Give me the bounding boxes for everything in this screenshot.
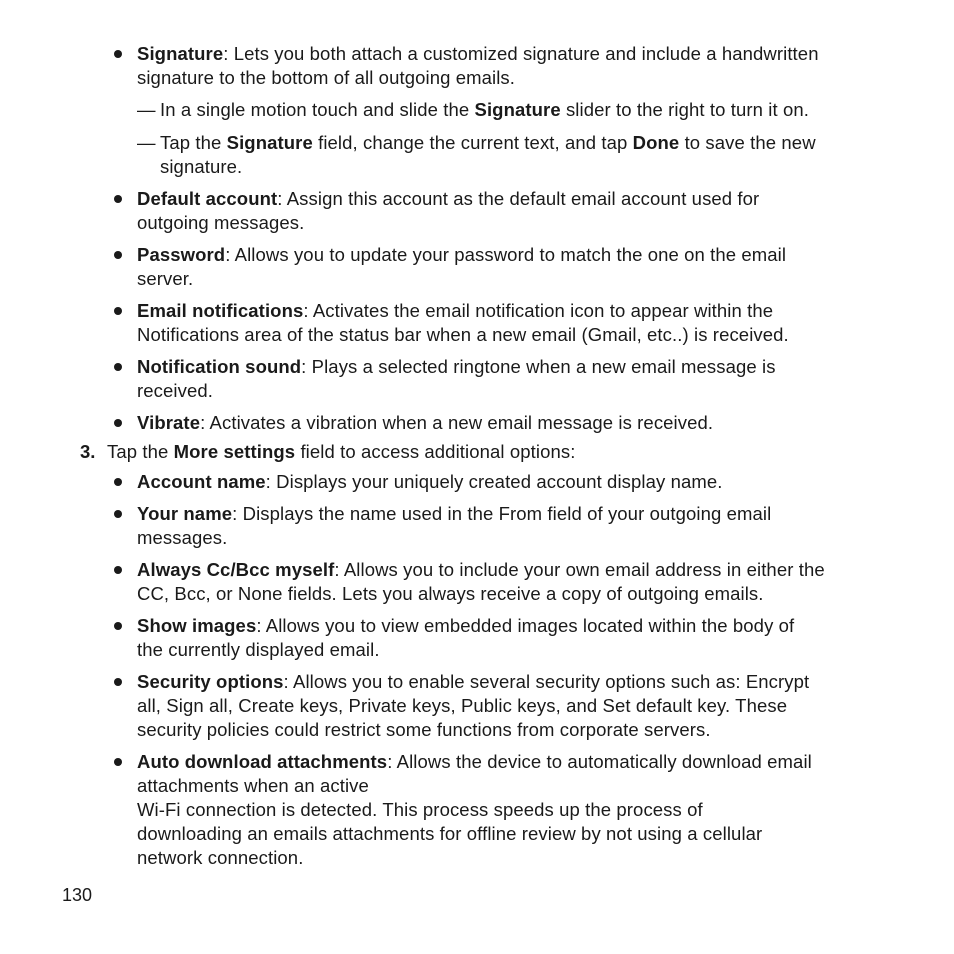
bullet: [114, 510, 122, 518]
step-number: 3.: [80, 441, 96, 462]
bullet: [114, 678, 122, 686]
bullet: [114, 251, 122, 259]
item-auto-download: Auto download attachments: Allows the device to automatically download email: [137, 751, 812, 772]
item-vibrate: Vibrate: Activates a vibration when a new email message is received.: [137, 412, 714, 433]
page-number: 130: [62, 885, 93, 905]
bullet: [114, 363, 122, 371]
term: Signature: [137, 43, 224, 64]
bullet: [114, 622, 122, 630]
item-password: Password: Allows you to update your password to match the one on the email: [137, 244, 787, 265]
sub-item-1: In a single motion touch and slide the Signature slider to the right to turn it on.: [160, 99, 809, 120]
item-auto-download-cont2: Wi-Fi connection is detected. This process speeds up the process of: [137, 799, 703, 820]
item-password-cont: server.: [137, 268, 194, 289]
item-signature: Signature: Lets you both attach a customized signature and include a handwritten: [137, 43, 819, 64]
item-default-account: Default account: Assign this account as the default email account used for: [137, 188, 760, 209]
dash: —: [137, 132, 156, 153]
item-default-account-cont: outgoing messages.: [137, 212, 305, 233]
item-security-options: Security options: Allows you to enable several security options such as: Encrypt: [137, 671, 810, 692]
item-always-cc-bcc-cont: CC, Bcc, or None fields. Lets you always receive a copy of outgoing emails.: [137, 583, 764, 604]
item-signature-cont: signature to the bottom of all outgoing emails.: [137, 67, 516, 88]
item-auto-download-cont4: network connection.: [137, 847, 304, 868]
bullet: [114, 307, 122, 315]
bullet: [114, 50, 122, 58]
sub-item-2: Tap the Signature field, change the current text, and tap Done to save the new: [160, 132, 816, 153]
item-security-options-cont2: security policies could restrict some functions from corporate servers.: [137, 719, 711, 740]
bullet: [114, 758, 122, 766]
item-email-notifications-cont: Notifications area of the status bar when a new email (Gmail, etc..) is received.: [137, 324, 789, 345]
dash: —: [137, 99, 156, 120]
bullet: [114, 195, 122, 203]
item-your-name: Your name: Displays the name used in the From field of your outgoing email: [137, 503, 772, 524]
item-auto-download-cont1: attachments when an active: [137, 775, 369, 796]
item-notification-sound-cont: received.: [137, 380, 213, 401]
sub-item-2-cont: signature.: [160, 156, 243, 177]
step-3: Tap the More settings field to access additional options:: [107, 441, 576, 462]
item-always-cc-bcc: Always Cc/Bcc myself: Allows you to include your own email address in either the: [137, 559, 825, 580]
item-email-notifications: Email notifications: Activates the email notification icon to appear within the: [137, 300, 774, 321]
item-security-options-cont1: all, Sign all, Create keys, Private keys, Public keys, and Set default key. These: [137, 695, 788, 716]
bullet: [114, 419, 122, 427]
bullet: [114, 478, 122, 486]
item-show-images-cont: the currently displayed email.: [137, 639, 380, 660]
item-notification-sound: Notification sound: Plays a selected ringtone when a new email message is: [137, 356, 776, 377]
bullet: [114, 566, 122, 574]
item-show-images: Show images: Allows you to view embedded images located within the body of: [137, 615, 795, 636]
item-account-name: Account name: Displays your uniquely created account display name.: [137, 471, 723, 492]
item-auto-download-cont3: downloading an emails attachments for offline review by not using a cellular: [137, 823, 763, 844]
item-your-name-cont: messages.: [137, 527, 228, 548]
